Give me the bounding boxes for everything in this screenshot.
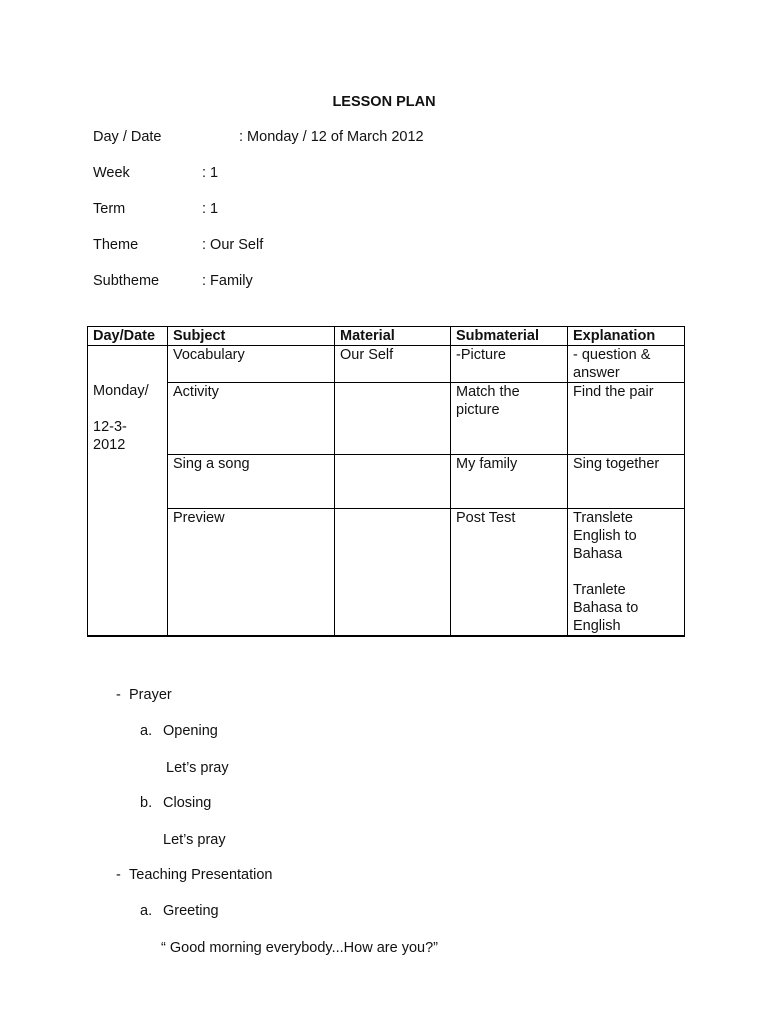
lesson-table (87, 326, 685, 637)
submaterial-cell (451, 383, 568, 455)
week-label: Week (93, 165, 130, 181)
explanation-line: Bahasa (573, 546, 623, 562)
week-value: : 1 (202, 165, 219, 181)
opening-text: Let’s pray (166, 760, 229, 776)
teaching-heading: Teaching Presentation (129, 867, 273, 883)
explanation-line: Bahasa to (573, 600, 639, 616)
term-label: Term (93, 201, 126, 217)
table-row (88, 383, 685, 455)
subtheme-value: : Family (202, 273, 253, 289)
bullet-dash: - (116, 867, 121, 883)
header-subject: Subject (168, 327, 335, 346)
list-marker: b. (140, 795, 153, 811)
header-day-date: Day/Date (88, 327, 168, 346)
day-date-line: 2012 (93, 437, 126, 453)
list-marker: a. (140, 903, 153, 919)
opening-heading: Opening (163, 723, 218, 739)
submaterial-line: picture (456, 402, 500, 418)
header-material: Material (335, 327, 451, 346)
day-date-line: Monday/ (93, 383, 149, 399)
header-submaterial: Submaterial (451, 327, 568, 346)
submaterial-line: Match the (456, 384, 520, 400)
day-date-value: : Monday / 12 of March 2012 (239, 129, 424, 145)
explanation-line: English to (573, 528, 637, 544)
submaterial-line: -Picture (456, 347, 506, 363)
material-cell (335, 509, 451, 637)
subtheme-label: Subtheme (93, 273, 160, 289)
explanation-line: Find the pair (573, 384, 654, 400)
explanation-cell (568, 509, 685, 637)
submaterial-cell (451, 346, 568, 383)
day-date-cell (88, 346, 168, 637)
theme-label: Theme (93, 237, 139, 253)
explanation-line: Tranlete (573, 582, 626, 598)
list-marker: a. (140, 723, 153, 739)
day-date-line: 12-3- (93, 419, 127, 435)
submaterial-line: Post Test (456, 510, 516, 526)
submaterial-line: My family (456, 456, 518, 472)
explanation-line: Translete (573, 510, 633, 526)
table-row (88, 509, 685, 637)
closing-heading: Closing (163, 795, 212, 811)
explanation-line: Sing together (573, 456, 660, 472)
material-cell (335, 455, 451, 509)
theme-value: : Our Self (202, 237, 264, 253)
subject-cell: Vocabulary (168, 346, 335, 383)
material-cell: Our Self (335, 346, 451, 383)
prayer-heading: Prayer (129, 687, 172, 703)
greeting-text: “ Good morning everybody...How are you?” (161, 940, 438, 956)
material-cell (335, 383, 451, 455)
greeting-heading: Greeting (163, 903, 219, 919)
term-value: : 1 (202, 201, 219, 217)
explanation-line: answer (573, 365, 620, 381)
explanation-line: - question & (573, 347, 651, 363)
explanation-line: English (573, 618, 621, 634)
submaterial-cell (451, 509, 568, 637)
day-date-label: Day / Date (93, 129, 162, 145)
table-row (88, 346, 685, 383)
table-row (88, 455, 685, 509)
submaterial-cell (451, 455, 568, 509)
closing-text: Let’s pray (163, 832, 226, 848)
page-title: LESSON PLAN (332, 94, 436, 110)
header-explanation: Explanation (568, 327, 685, 346)
bullet-dash: - (116, 687, 121, 703)
explanation-cell (568, 383, 685, 455)
explanation-cell (568, 455, 685, 509)
table-header-row (88, 327, 685, 346)
subject-cell: Sing a song (168, 455, 335, 509)
subject-cell: Preview (168, 509, 335, 637)
subject-cell: Activity (168, 383, 335, 455)
explanation-cell (568, 346, 685, 383)
